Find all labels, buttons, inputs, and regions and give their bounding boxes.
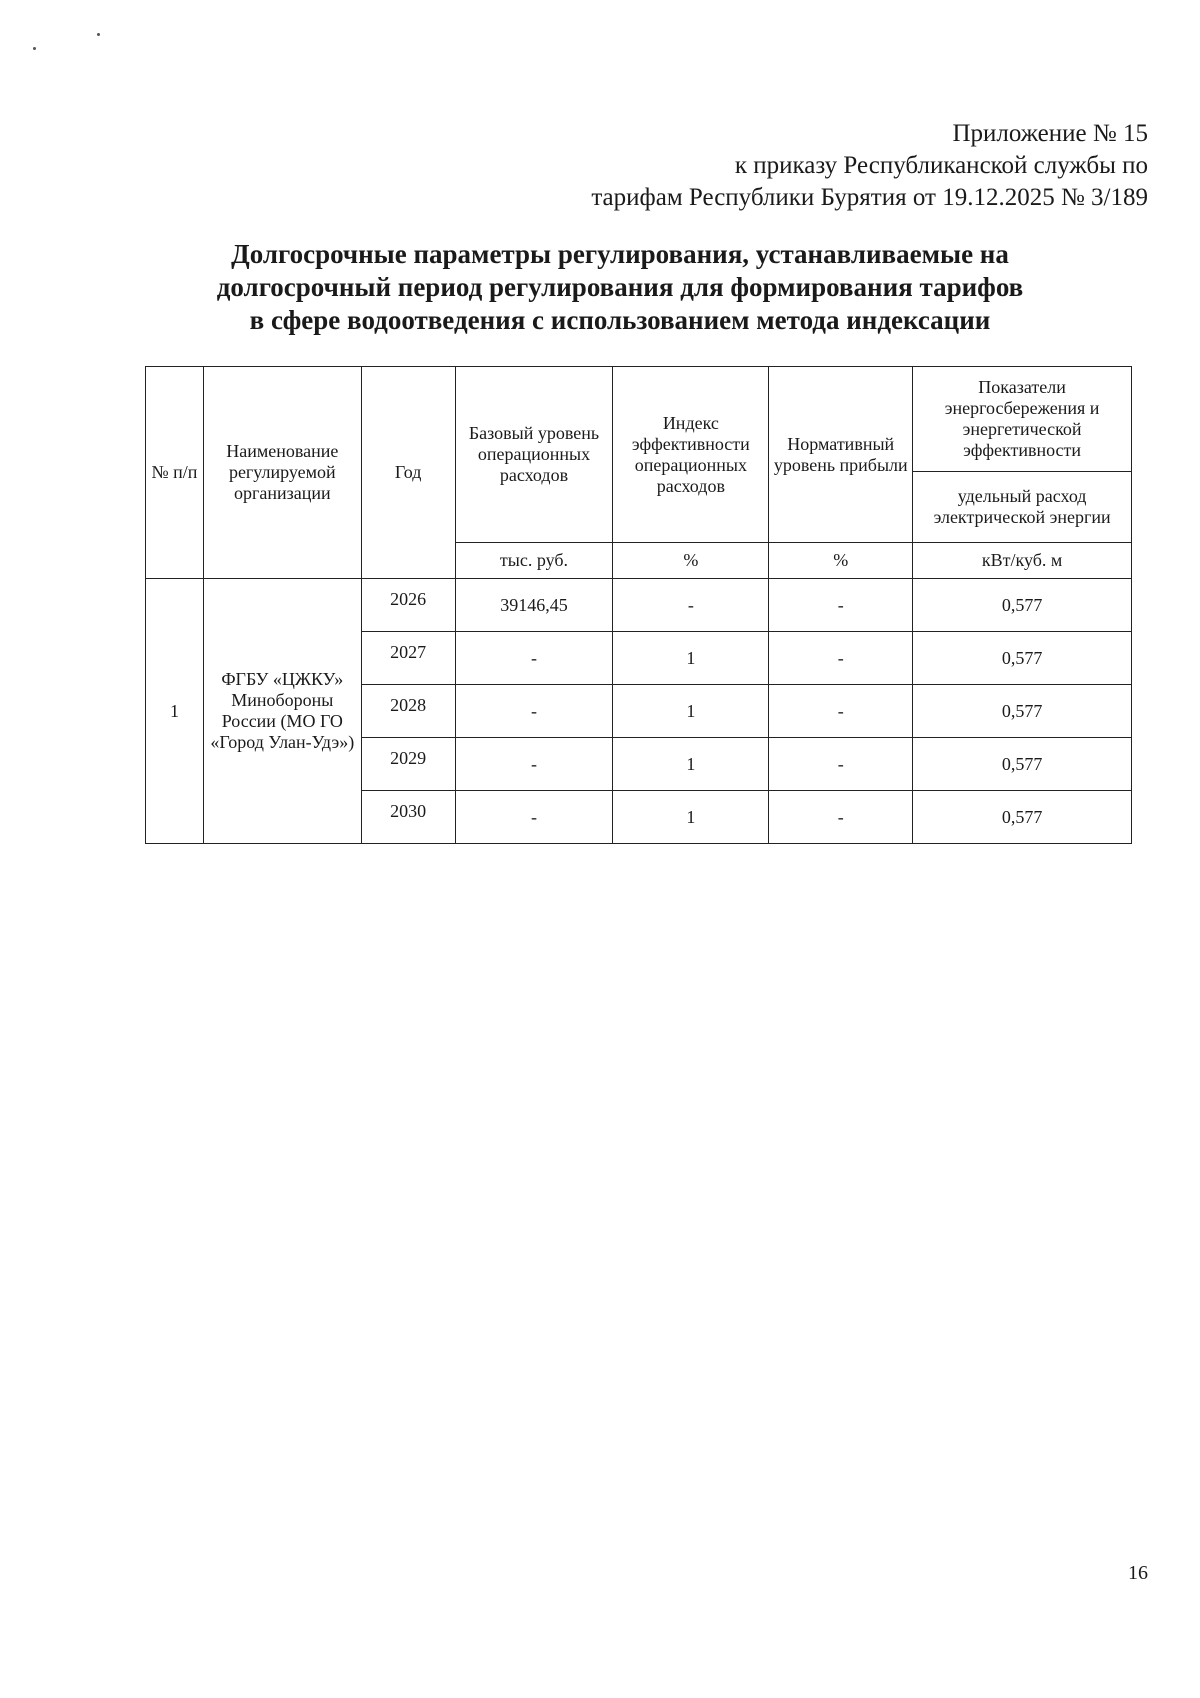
base-opex-cell: -	[455, 791, 613, 844]
header-organization: Наименование регулируемой организации	[203, 367, 361, 579]
scan-speck	[33, 47, 36, 50]
efficiency-index-cell: 1	[613, 685, 769, 738]
title-line: Долгосрочные параметры регулирования, устанавливаемые на	[231, 239, 1009, 269]
unit-norm-profit: %	[769, 543, 913, 579]
organization-name: ФГБУ «ЦЖКУ» Минобороны России (МО ГО «Город Улан-Удэ»)	[203, 579, 361, 844]
year-cell: 2026	[361, 579, 455, 632]
norm-profit-cell: -	[769, 632, 913, 685]
title-line: долгосрочный период регулирования для формирования тарифов	[216, 272, 1024, 302]
header-energy-sub: удельный расход электрической энергии	[913, 472, 1132, 543]
header-efficiency-index: Индекс эффективности операционных расходов	[613, 367, 769, 543]
table-row	[146, 579, 1132, 632]
base-opex-cell: -	[455, 632, 613, 685]
title-line: в сфере водоотведения с использованием метода индексации	[249, 305, 991, 335]
appendix-header	[591, 118, 1148, 214]
appendix-line: к приказу Республиканской службы по	[734, 152, 1148, 179]
appendix-line: Приложение № 15	[952, 120, 1148, 147]
unit-base-opex: тыс. руб.	[455, 543, 613, 579]
row-number: 1	[146, 579, 204, 844]
header-base-opex: Базовый уровень операционных расходов	[455, 367, 613, 543]
year-cell: 2029	[361, 738, 455, 791]
header-year: Год	[361, 367, 455, 579]
energy-cell: 0,577	[913, 632, 1132, 685]
header-num: № п/п	[146, 367, 204, 579]
year-cell: 2027	[361, 632, 455, 685]
efficiency-index-cell: 1	[613, 632, 769, 685]
header-norm-profit: Нормативный уровень прибыли	[769, 367, 913, 543]
norm-profit-cell: -	[769, 791, 913, 844]
norm-profit-cell: -	[769, 738, 913, 791]
efficiency-index-cell: 1	[613, 738, 769, 791]
table-header-row	[146, 367, 1132, 472]
document-title	[140, 238, 1100, 337]
parameters-table	[145, 366, 1132, 844]
efficiency-index-cell: -	[613, 579, 769, 632]
energy-cell: 0,577	[913, 685, 1132, 738]
year-cell: 2030	[361, 791, 455, 844]
unit-efficiency-index: %	[613, 543, 769, 579]
energy-cell: 0,577	[913, 791, 1132, 844]
appendix-line: тарифам Республики Бурятия от 19.12.2025 № 3/189	[591, 184, 1148, 211]
year-cell: 2028	[361, 685, 455, 738]
norm-profit-cell: -	[769, 685, 913, 738]
page-number: 16	[1128, 1562, 1148, 1584]
header-energy-group: Показатели энергосбережения и энергетической эффективности	[913, 367, 1132, 472]
base-opex-cell: -	[455, 685, 613, 738]
energy-cell: 0,577	[913, 579, 1132, 632]
norm-profit-cell: -	[769, 579, 913, 632]
energy-cell: 0,577	[913, 738, 1132, 791]
base-opex-cell: -	[455, 738, 613, 791]
scan-speck	[97, 33, 100, 36]
base-opex-cell: 39146,45	[455, 579, 613, 632]
efficiency-index-cell: 1	[613, 791, 769, 844]
unit-energy: кВт/куб. м	[913, 543, 1132, 579]
